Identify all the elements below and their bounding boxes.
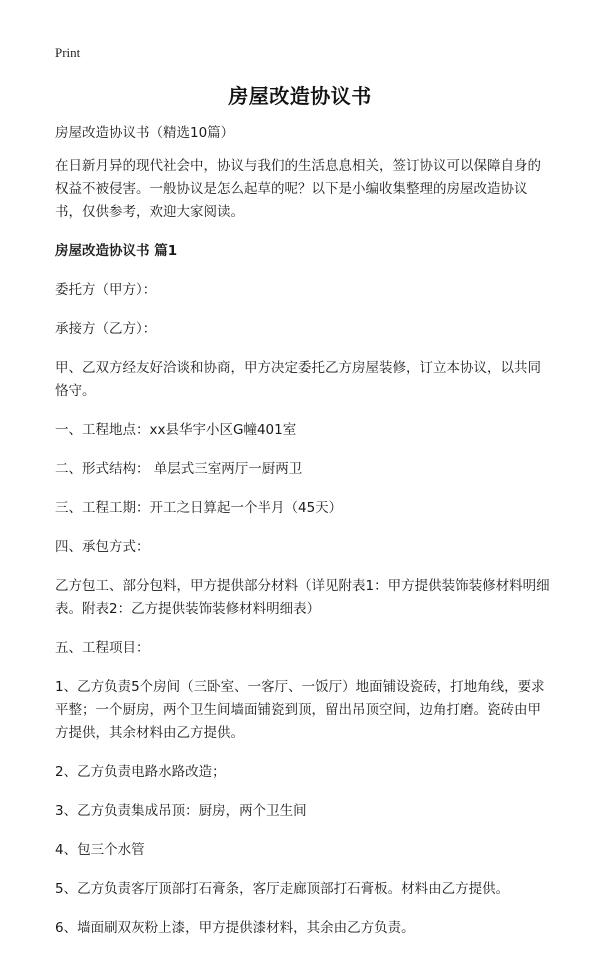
paragraph-contract-method: 四、承包方式：	[55, 539, 150, 555]
paragraph-structure: 二、形式结构： 单层式三室两厅一厨两卫	[55, 461, 303, 477]
document-title: 房屋改造协议书	[228, 84, 372, 108]
section-heading: 房屋改造协议书 篇1	[55, 243, 178, 259]
paragraph-materials: 乙方包工、部分包料，甲方提供部分材料（详见附表1：甲方提供装饰装修材料明细表。附表2：乙方提供装饰装修材料明细表）	[55, 578, 550, 617]
list-item: 6、墙面刷双灰粉上漆，甲方提供漆材料，其余由乙方负责。	[55, 920, 415, 936]
paragraph-client: 委托方（甲方）：	[55, 282, 157, 298]
document-body	[55, 122, 550, 956]
paragraph-project-items: 五、工程项目：	[55, 640, 150, 656]
intro-paragraph: 在日新月异的现代社会中，协议与我们的生活息息相关，签订协议可以保障自身的权益不被侵害。一般协议是怎么起草的呢？以下是小编收集整理的房屋改造协议书，仅供参考，欢迎大家阅读。	[55, 158, 541, 220]
list-item: 2、乙方负责电路水路改造；	[55, 764, 226, 780]
list-item: 4、包三个水管	[55, 842, 145, 858]
list-item: 5、乙方负责客厅顶部打石膏条，客厅走廊顶部打石膏板。材料由乙方提供。	[55, 881, 510, 897]
paragraph-location: 一、工程地点：xx县华宇小区G幢401室	[55, 422, 297, 438]
list-item: 1、乙方负责5个房间（三卧室、一客厅、一饭厅）地面铺设瓷砖，打地角线，要求平整；一个厨房，两个卫生间墙面铺瓷到顶，留出吊顶空间，边角打磨。瓷砖由甲方提供，其余材料由乙方提供。	[55, 679, 545, 741]
paragraph-duration: 三、工程工期：开工之日算起一个半月（45天）	[55, 500, 343, 516]
document-subtitle: 房屋改造协议书（精选10篇）	[55, 125, 235, 141]
paragraph-agreement: 甲、乙双方经友好洽谈和协商，甲方决定委托乙方房屋装修，订立本协议，以共同恪守。	[55, 360, 541, 399]
paragraph-contractor: 承接方（乙方）：	[55, 321, 157, 337]
print-label: Print	[55, 45, 81, 60]
list-item: 3、乙方负责集成吊顶：厨房，两个卫生间	[55, 803, 307, 819]
